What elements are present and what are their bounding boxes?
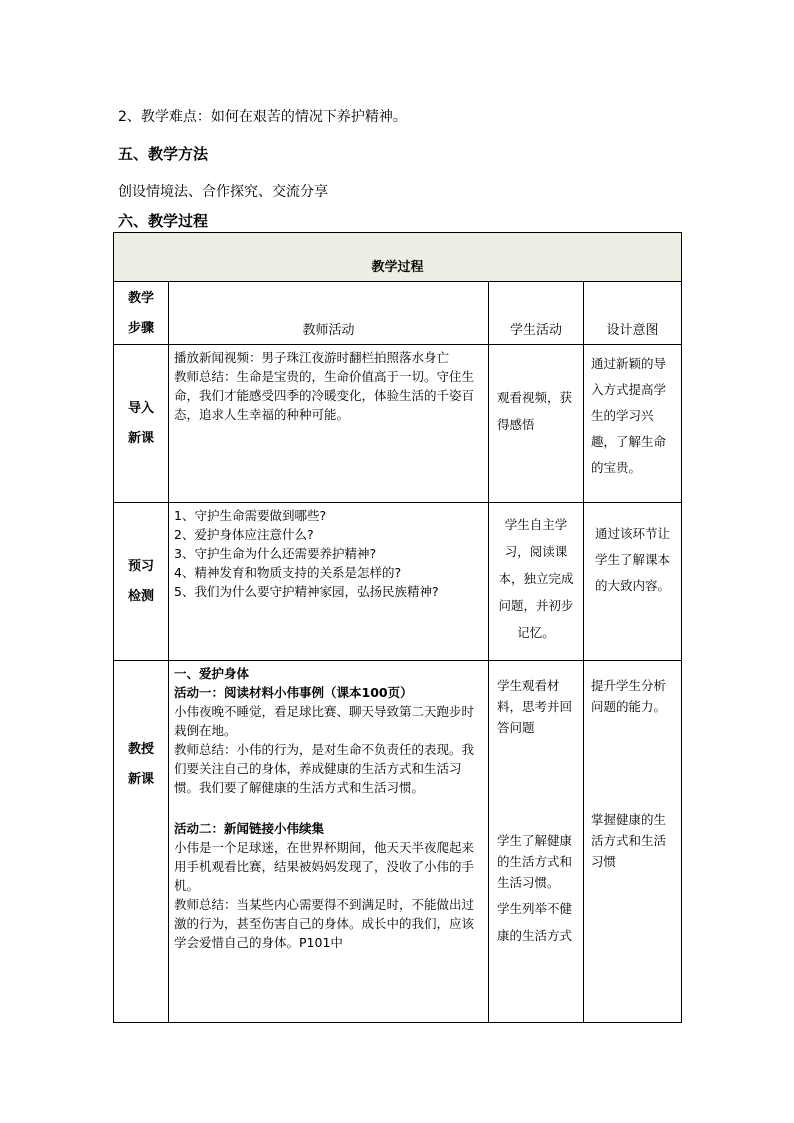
student-text: 学生了解健康的生活方式和生活习惯。 xyxy=(497,833,573,890)
student-text: 学生观看材料，思考并回答问题 xyxy=(497,678,573,735)
teaching-methods: 创设情境法、合作探究、交流分享 xyxy=(118,184,328,200)
design-text: 提升学生分析问题的能力。 xyxy=(591,678,667,714)
header-step-line1: 教学 xyxy=(127,291,154,306)
header-student-label: 学生活动 xyxy=(509,323,562,338)
teacher-activity-cell xyxy=(169,661,489,1023)
design-text: 通过该环节让学生了解课本的大致内容。 xyxy=(595,526,671,593)
question-item: 1、守护生命需要做到哪些? xyxy=(174,508,327,523)
teacher-text: 教师总结：生命是宝贵的，生命价值高于一切。守住生命，我们才能感受四季的冷暖变化，体验生活的千姿百态，追求人生幸福的种种可能。 xyxy=(174,369,475,422)
step-line2: 新课 xyxy=(127,772,154,787)
question-item: 4、精神发育和物质支持的关系是怎样的? xyxy=(174,565,402,580)
table-header-row xyxy=(114,282,682,345)
activity-1-title: 活动一：阅读材料小伟事例（课本100页） xyxy=(174,685,413,700)
header-step-line2: 步骤 xyxy=(127,321,154,336)
step-line1: 导入 xyxy=(127,400,154,416)
teacher-activity-cell xyxy=(169,345,489,503)
student-text: 学生自主学习，阅读课本，独立完成问题，并初步记忆。 xyxy=(498,517,574,640)
student-activity-cell xyxy=(489,661,584,1023)
question-item: 3、守护生命为什么还需要养护精神? xyxy=(174,546,377,561)
student-text: 学生列举不健康的生活方式 xyxy=(497,901,573,943)
student-activity-cell xyxy=(489,503,584,661)
table-title-cell xyxy=(114,233,682,282)
table-row xyxy=(114,661,682,1023)
design-intent-cell xyxy=(584,503,682,661)
question-item: 5、我们为什么要守护精神家园，弘扬民族精神? xyxy=(174,584,439,599)
teacher-text: 播放新闻视频：男子珠江夜游时翻栏拍照落水身亡 xyxy=(174,350,450,365)
question-item: 2、爱护身体应注意什么? xyxy=(174,527,314,542)
header-teacher xyxy=(169,282,489,345)
teaching-difficulty: 2、教学难点：如何在艰苦的情况下养护精神。 xyxy=(118,109,407,125)
step-cell xyxy=(114,345,169,503)
student-text: 观看视频，获得感悟 xyxy=(497,389,573,432)
activity-1-summary: 教师总结：小伟的行为，是对生命不负责任的表现。我们要关注自己的身体，养成健康的生活方式和生活习惯。我们要了解健康的生活方式和生活习惯。 xyxy=(174,742,475,795)
lesson-process-table xyxy=(113,232,682,1023)
header-step xyxy=(114,282,169,345)
header-design-label: 设计意图 xyxy=(606,323,659,338)
step-line2: 新课 xyxy=(127,430,154,446)
step-cell xyxy=(114,661,169,1023)
table-title: 教学过程 xyxy=(371,260,424,275)
section-6-title: 六、教学过程 xyxy=(118,212,209,230)
activity-2-text: 小伟是一个足球迷，在世界杯期间，他天天半夜爬起来用手机观看比赛，结果被妈妈发现了，没收了小伟的手机。 xyxy=(174,840,475,893)
activity-1-text: 小伟夜晚不睡觉，看足球比赛、聊天导致第二天跑步时栽倒在地。 xyxy=(174,704,475,738)
table-row xyxy=(114,503,682,661)
activity-2-summary: 教师总结：当某些内心需要得不到满足时，不能做出过激的行为，甚至伤害自己的身体。成长中的我们，应该学会爱惜自己的身体。P101中 xyxy=(174,897,475,950)
table-row xyxy=(114,345,682,503)
step-line1: 预习 xyxy=(127,558,154,574)
design-intent-cell xyxy=(584,345,682,503)
design-intent-cell xyxy=(584,661,682,1023)
header-student xyxy=(489,282,584,345)
design-text: 掌握健康的生活方式和生活习惯 xyxy=(591,812,667,869)
step-line1: 教授 xyxy=(127,742,154,757)
activity-2-title: 活动二：新闻链接小伟续集 xyxy=(174,821,325,836)
step-line2: 检测 xyxy=(127,588,154,604)
teacher-heading: 一、爱护身体 xyxy=(174,666,250,681)
section-5-title: 五、教学方法 xyxy=(118,145,209,163)
design-text: 通过新颖的导入方式提高学生的学习兴趣，了解生命的宝贵。 xyxy=(591,356,667,475)
header-teacher-label: 教师活动 xyxy=(302,323,355,338)
step-cell xyxy=(114,503,169,661)
teacher-activity-cell xyxy=(169,503,489,661)
header-design xyxy=(584,282,682,345)
student-activity-cell xyxy=(489,345,584,503)
